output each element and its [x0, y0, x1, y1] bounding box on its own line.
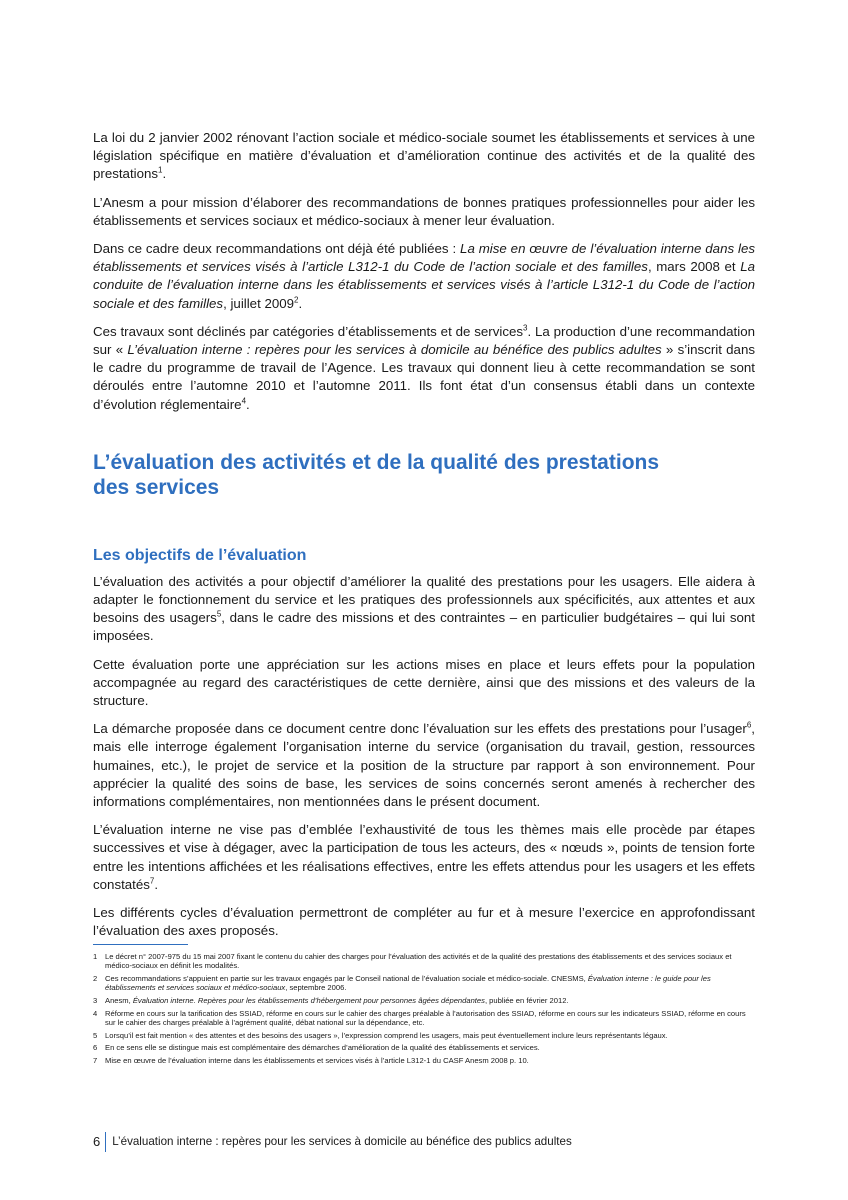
footnotes [93, 944, 755, 1068]
footnote-ref-3: 3 [523, 323, 528, 333]
page-footer [93, 1132, 572, 1152]
subsection-title: Les objectifs de l’évaluation [93, 546, 307, 564]
section-title: L’évaluation des activités et de la qualité des prestations des services [93, 450, 660, 499]
footnote-divider [93, 944, 188, 945]
body-paragraph-4: L’évaluation interne ne vise pas d’emblée l’exhaustivité de tous les thèmes mais elle procède par étapes successives et vise à dégager, avec la participation de tous les acteurs, des « nœuds », points de tension forte entre les intentions affichées et les réalisations effectives, entre les effets attendus pour les usagers et les effets constatés$^7$. [93, 822, 755, 892]
footnote-item [93, 1043, 755, 1052]
body-paragraph-5: Les différents cycles d’évaluation permettront de compléter au fur et à mesure l’exercice en approfondissant l’évaluation des axes proposés. [93, 905, 755, 939]
footer-divider [105, 1132, 106, 1152]
footnote-number: 7 [93, 1055, 98, 1065]
intro-paragraph-3: Dans ce cadre deux recommandations ont déjà été publiées : La mise en œuvre de l’évaluation interne dans les établissements et services visés à l’article L312-1 du Code de l’action sociale et des familles, mars 2008 et La conduite de l’évaluation interne dans les établissements et services visés à l’article L312-1 du Code de l’action sociale et des familles, juillet 2009$^2$. [93, 241, 755, 311]
footnote-ref-6: 6 [746, 720, 752, 730]
footnote-item [93, 1056, 755, 1065]
footnote-text: Réforme en cours sur la tarification des SSIAD, réforme en cours sur le cahier des charges préalable à l’autorisation des SSIAD, réforme en cours sur les indicateurs SSIAD, réforme en cours sur le cahier des charges préalable à l’agrément qualité, débat national sur la dépendance, etc. [105, 1008, 746, 1027]
footnote-text: En ce sens elle se distingue mais est complémentaire des démarches d’amélioration de la qualité des établissements et services. [105, 1043, 540, 1053]
footnote-text: Lorsqu’il est fait mention « des attentes et des besoins des usagers », l’expression comprend les usagers, mais peut éventuellement inclure leurs représentants légaux. [105, 1030, 668, 1040]
footnote-ref-1: 1 [158, 165, 163, 175]
footnote-number: 4 [93, 1008, 98, 1018]
footnote-number: 5 [93, 1030, 98, 1040]
footer-title: L’évaluation interne : repères pour les services à domicile au bénéfice des publics adultes [112, 1135, 572, 1148]
footnote-number: 3 [93, 996, 98, 1005]
footnote-text: Mise en œuvre de l’évaluation interne dans les établissements et services visés à l’article L312-1 du CASF Anesm 2008 p. 10. [105, 1055, 529, 1065]
footnote-item [93, 996, 755, 1005]
intro-paragraph-1: La loi du 2 janvier 2002 rénovant l’action sociale et médico-sociale soumet les établissements et services à une législation spécifique en matière d’évaluation et d’amélioration continue des activités et de la qualité des prestations$^1$. [93, 130, 755, 182]
footnote-list [93, 952, 755, 1065]
footnote-text: Ces recommandations s’appuient en partie sur les travaux engagés par le Conseil national de l’évaluation sociale et médico-sociale. CNESMS, Évaluation interne : le guide pour les établissements et services sociaux et médico-sociaux, septembre 2006. [105, 974, 711, 993]
page-content [93, 129, 755, 951]
footnote-item [93, 974, 755, 993]
footnote-number: 1 [93, 952, 98, 961]
footnote-number: 2 [93, 974, 98, 983]
footnote-ref-5: 5 [216, 609, 222, 619]
intro-paragraph-2: L’Anesm a pour mission d’élaborer des recommandations de bonnes pratiques professionnelles pour aider les établissements et services sociaux et médico-sociaux à mener leur évaluation. [93, 194, 755, 228]
body-paragraph-1: L’évaluation des activités a pour objectif d’améliorer la qualité des prestations pour les usagers. Elle aidera à adapter le fonctionnement du service et les pratiques des professionnels aux spécificités, aux attentes et aux besoins des usagers$^5$, dans le cadre des missions et des contraintes – en particulier budgétaires – qui lui sont imposées. [93, 573, 755, 644]
body-paragraph-2: Cette évaluation porte une appréciation sur les actions mises en place et leurs effets pour la population accompagnée au regard des caractéristiques de cette dernière, ainsi que des missions et des valeurs de la structure. [93, 656, 755, 709]
footnote-text: Anesm, Évaluation interne. Repères pour les établissements d’hébergement pour personnes âgées dépendantes, publiée en février 2012. [105, 996, 569, 1005]
page-number: 6 [93, 1134, 101, 1149]
footnote-item [93, 952, 755, 971]
footnote-ref-7: 7 [149, 876, 155, 886]
body-paragraph-3: La démarche proposée dans ce document centre donc l’évaluation sur les effets des prestations pour l’usager$^6$, mais elle interroge également l’organisation interne du service (organisation du travail, gestion, ressources humaines, etc.), le projet de service et la position de la structure par rapport à son environnement. Pour apprécier la qualité des soins de base, les services de soins concernés seront amenés à rechercher des informations complémentaires, non mentionnées dans le présent document. [93, 720, 755, 810]
footnote-ref-2: 2 [294, 295, 299, 305]
footnote-number: 6 [93, 1043, 98, 1053]
footnote-item [93, 1009, 755, 1028]
footnote-ref-4: 4 [241, 396, 247, 406]
footnote-item [93, 1031, 755, 1040]
intro-paragraph-4: Ces travaux sont déclinés par catégories d’établissements et de services$^3$. La production d’une recommandation sur « L’évaluation interne : repères pour les services à domicile au bénéfice des publics adultes » s’inscrit dans le cadre du programme de travail de l’Agence. Les travaux qui donnent lieu à cette recommandation se sont déroulés entre l’automne 2010 et l’automne 2011. Ils font état d’un consensus établi dans un contexte d’évolution réglementaire$^4$. [93, 323, 755, 412]
footnote-text: Le décret n° 2007-975 du 15 mai 2007 fixant le contenu du cahier des charges pour l’évaluation des activités et de la qualité des prestations des établissements et des services sociaux et médico-sociaux en définit les modalités. [105, 952, 732, 971]
